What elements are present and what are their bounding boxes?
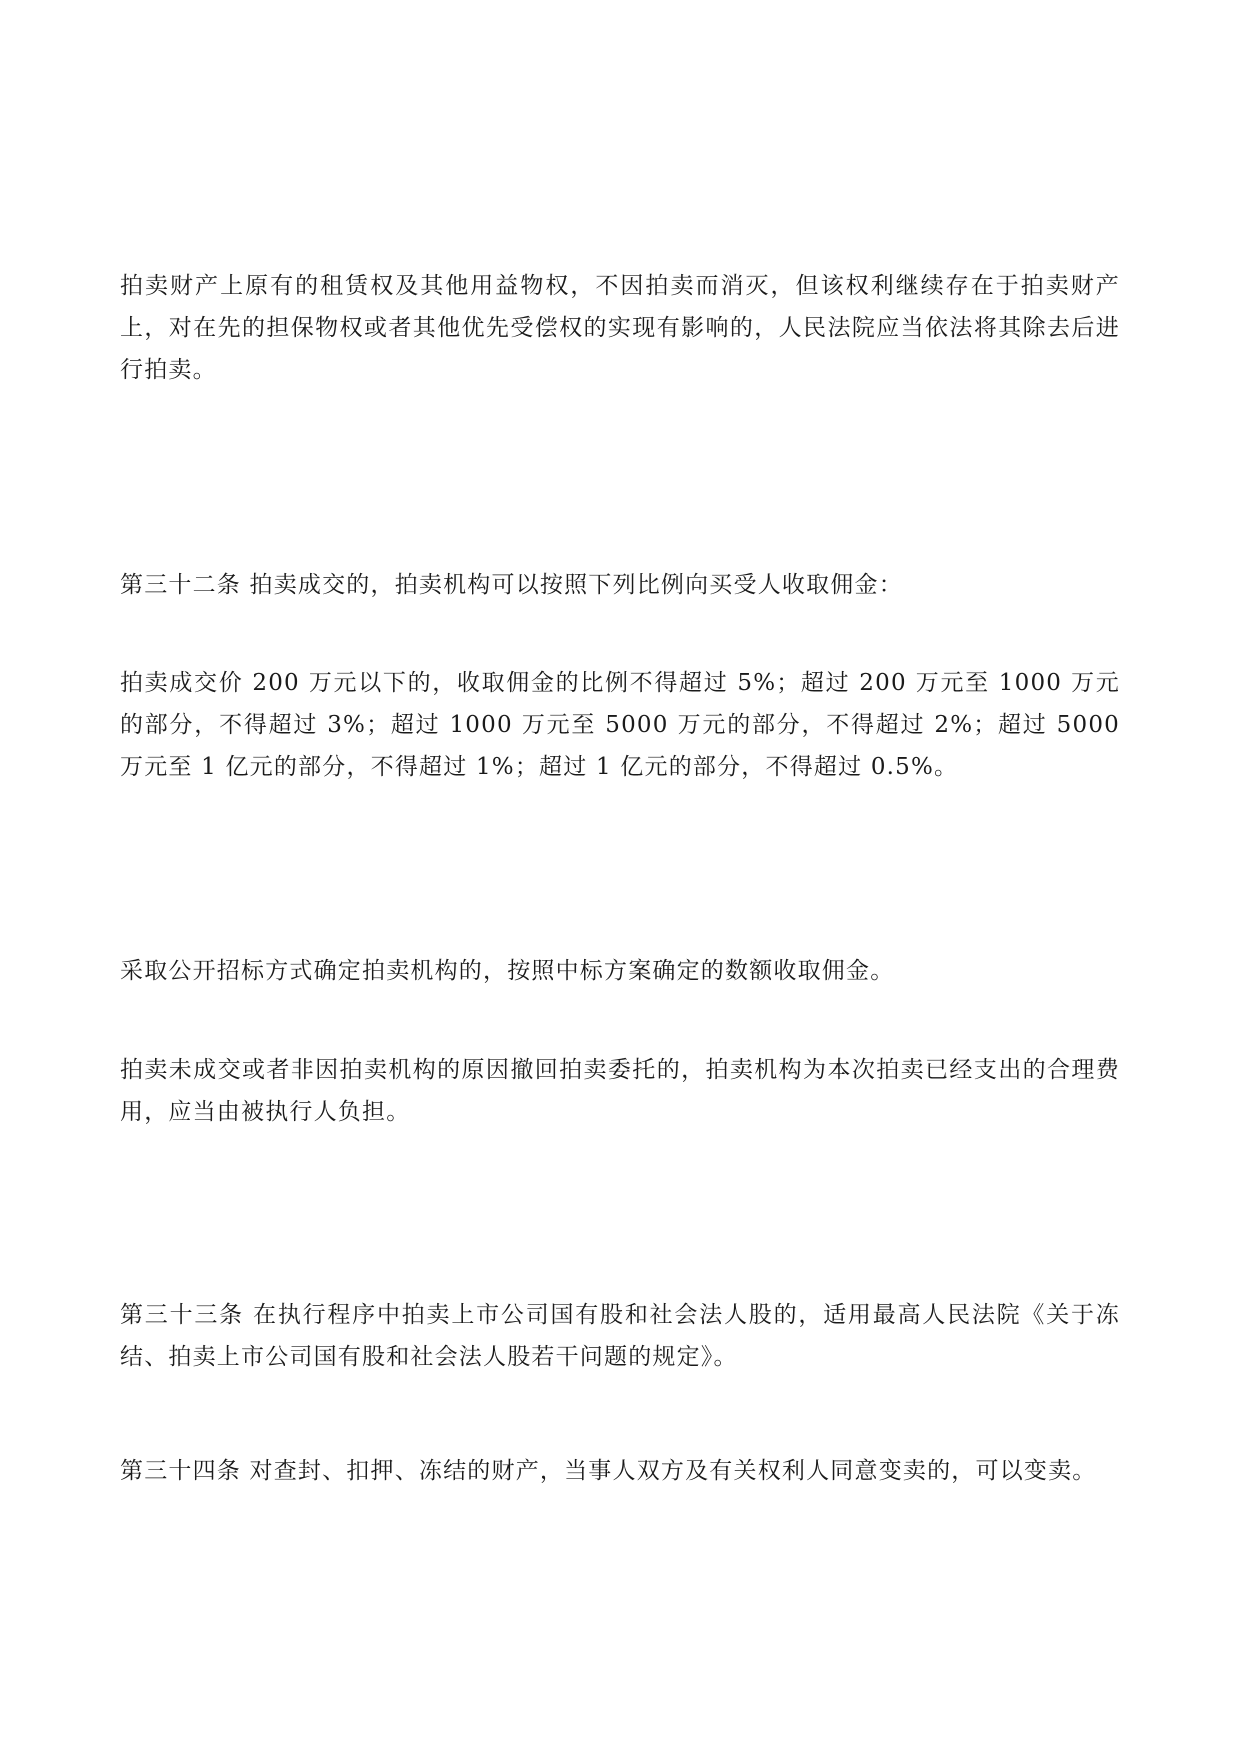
paragraph-public-tender: 采取公开招标方式确定拍卖机构的，按照中标方案确定的数额收取佣金。 xyxy=(120,958,895,984)
article-33: 第三十三条 在执行程序中拍卖上市公司国有股和社会法人股的，适用最高人民法院《关于冻结、拍卖上市公司国有股和社会法人股若干问题的规定》。 xyxy=(120,1302,1120,1370)
paragraph-commission-rates: 拍卖成交价 200 万元以下的，收取佣金的比例不得超过 5%；超过 200 万元至 1000 万元的部分，不得超过 3%；超过 1000 万元至 5000 万元的部分，不得超过 2%；超过 5000 万元至 1 亿元的部分，不得超过 1%；超过 1 亿元的部分，不得超过 0.5%。 xyxy=(120,670,1120,780)
article-32-heading: 第三十二条 拍卖成交的，拍卖机构可以按照下列比例向买受人收取佣金： xyxy=(120,572,903,598)
paragraph-unsold-costs: 拍卖未成交或者非因拍卖机构的原因撤回拍卖委托的，拍卖机构为本次拍卖已经支出的合理费用，应当由被执行人负担。 xyxy=(120,1057,1120,1125)
article-34: 第三十四条 对查封、扣押、冻结的财产，当事人双方及有关权利人同意变卖的，可以变卖。 xyxy=(120,1458,1097,1484)
paragraph-lease-rights: 拍卖财产上原有的租赁权及其他用益物权，不因拍卖而消灭，但该权利继续存在于拍卖财产上，对在先的担保物权或者其他优先受偿权的实现有影响的，人民法院应当依法将其除去后进行拍卖。 xyxy=(120,273,1120,383)
